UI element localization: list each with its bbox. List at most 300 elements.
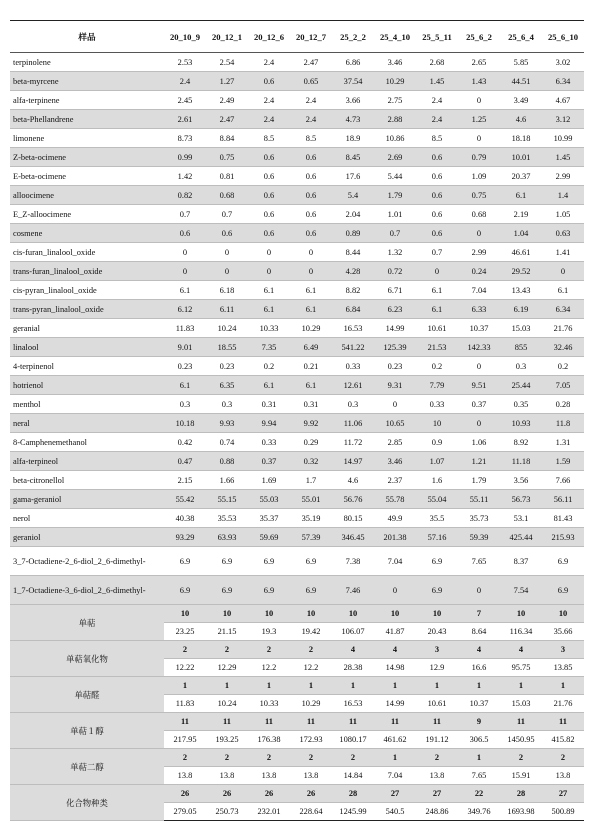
category-sum-cell: 15.03	[500, 695, 542, 713]
value-cell: 2.19	[500, 205, 542, 224]
table-row	[10, 186, 584, 205]
value-cell: 6.19	[500, 300, 542, 319]
category-count-cell: 11	[374, 713, 416, 731]
value-cell: 0	[290, 243, 332, 262]
value-cell: 18.9	[332, 129, 374, 148]
value-cell: 4.6	[500, 110, 542, 129]
value-cell: 35.5	[416, 509, 458, 528]
category-count-cell: 2	[248, 641, 290, 659]
value-cell: 6.9	[416, 576, 458, 605]
value-cell: 10.37	[458, 319, 500, 338]
value-cell: 80.15	[332, 509, 374, 528]
header-sample-label: 样品	[10, 21, 164, 53]
value-cell: 4.73	[332, 110, 374, 129]
value-cell: 21.53	[416, 338, 458, 357]
category-count-cell: 28	[500, 785, 542, 803]
value-cell: 6.1	[248, 376, 290, 395]
value-cell: 0.3	[206, 395, 248, 414]
table-header	[10, 21, 584, 53]
value-cell: 10.33	[248, 319, 290, 338]
table-row	[10, 167, 584, 186]
value-cell: 0.3	[164, 395, 206, 414]
category-sum-cell: 13.8	[542, 767, 584, 785]
value-cell: 15.03	[500, 319, 542, 338]
value-cell: 10.01	[500, 148, 542, 167]
value-cell: 0.7	[206, 205, 248, 224]
value-cell: 0.47	[164, 452, 206, 471]
category-count-cell: 2	[416, 749, 458, 767]
value-cell: 35.73	[458, 509, 500, 528]
value-cell: 6.1	[164, 281, 206, 300]
value-cell: 93.29	[164, 528, 206, 547]
compound-name: beta-Phellandrene	[10, 110, 164, 129]
category-count-cell: 2	[290, 749, 332, 767]
table-row	[10, 319, 584, 338]
compound-name: 4-terpinenol	[10, 357, 164, 376]
value-cell: 1.25	[458, 110, 500, 129]
value-cell: 0.6	[290, 224, 332, 243]
value-cell: 10.29	[290, 319, 332, 338]
value-cell: 7.46	[332, 576, 374, 605]
category-sum-cell: 20.43	[416, 623, 458, 641]
value-cell: 1.7	[290, 471, 332, 490]
value-cell: 6.1	[416, 300, 458, 319]
value-cell: 0.32	[290, 452, 332, 471]
category-count-cell: 1	[374, 749, 416, 767]
category-count-cell: 1	[332, 677, 374, 695]
value-cell: 35.37	[248, 509, 290, 528]
value-cell: 2.4	[248, 110, 290, 129]
value-cell: 55.11	[458, 490, 500, 509]
value-cell: 0.88	[206, 452, 248, 471]
category-label: 单萜氧化物	[10, 641, 164, 677]
category-count-row	[10, 749, 584, 767]
value-cell: 6.1	[248, 300, 290, 319]
table-body	[10, 53, 584, 821]
value-cell: 6.1	[164, 376, 206, 395]
category-sum-cell: 1080.17	[332, 731, 374, 749]
value-cell: 6.1	[542, 281, 584, 300]
value-cell: 215.93	[542, 528, 584, 547]
category-count-cell: 2	[290, 641, 332, 659]
value-cell: 56.73	[500, 490, 542, 509]
category-sum-cell: 1245.99	[332, 803, 374, 821]
value-cell: 6.34	[542, 300, 584, 319]
value-cell: 0.6	[248, 148, 290, 167]
value-cell: 6.9	[248, 576, 290, 605]
value-cell: 0.6	[416, 205, 458, 224]
value-cell: 35.53	[206, 509, 248, 528]
category-count-row	[10, 785, 584, 803]
value-cell: 1.27	[206, 72, 248, 91]
value-cell: 0	[458, 91, 500, 110]
category-count-cell: 9	[458, 713, 500, 731]
compound-name: trans-pyran_linalool_oxide	[10, 300, 164, 319]
compound-name: gama-geraniol	[10, 490, 164, 509]
header-column: 25_6_4	[500, 21, 542, 53]
category-sum-cell: 16.53	[332, 695, 374, 713]
value-cell: 0	[164, 243, 206, 262]
value-cell: 55.03	[248, 490, 290, 509]
table-row	[10, 224, 584, 243]
category-sum-cell: 349.76	[458, 803, 500, 821]
value-cell: 1.06	[458, 433, 500, 452]
value-cell: 425.44	[500, 528, 542, 547]
category-count-cell: 4	[374, 641, 416, 659]
value-cell: 0.9	[416, 433, 458, 452]
value-cell: 9.93	[206, 414, 248, 433]
table-row	[10, 338, 584, 357]
value-cell: 6.18	[206, 281, 248, 300]
value-cell: 55.42	[164, 490, 206, 509]
category-sum-cell: 14.98	[374, 659, 416, 677]
value-cell: 8.92	[500, 433, 542, 452]
compound-name: geranial	[10, 319, 164, 338]
value-cell: 0.6	[290, 186, 332, 205]
category-count-row	[10, 641, 584, 659]
value-cell: 10.61	[416, 319, 458, 338]
value-cell: 2.45	[164, 91, 206, 110]
value-cell: 0.6	[290, 167, 332, 186]
value-cell: 2.4	[290, 91, 332, 110]
category-count-cell: 10	[332, 605, 374, 623]
value-cell: 8.45	[332, 148, 374, 167]
value-cell: 7.04	[374, 547, 416, 576]
value-cell: 0.2	[248, 357, 290, 376]
value-cell: 2.61	[164, 110, 206, 129]
category-sum-cell: 217.95	[164, 731, 206, 749]
category-count-cell: 26	[290, 785, 332, 803]
category-sum-cell: 10.61	[416, 695, 458, 713]
value-cell: 1.05	[542, 205, 584, 224]
value-cell: 2.4	[248, 53, 290, 72]
compound-name: 1_7-Octadiene-3_6-diol_2_6-dimethyl-	[10, 576, 164, 605]
table-row	[10, 243, 584, 262]
category-count-cell: 1	[374, 677, 416, 695]
value-cell: 55.15	[206, 490, 248, 509]
category-sum-cell: 250.73	[206, 803, 248, 821]
category-count-cell: 2	[164, 749, 206, 767]
value-cell: 0.33	[416, 395, 458, 414]
category-count-cell: 11	[542, 713, 584, 731]
value-cell: 7.05	[542, 376, 584, 395]
value-cell: 6.33	[458, 300, 500, 319]
value-cell: 8.37	[500, 547, 542, 576]
category-sum-cell: 10.24	[206, 695, 248, 713]
category-sum-cell: 10.37	[458, 695, 500, 713]
value-cell: 2.75	[374, 91, 416, 110]
table-row	[10, 376, 584, 395]
value-cell: 2.4	[416, 91, 458, 110]
value-cell: 541.22	[332, 338, 374, 357]
value-cell: 1.6	[416, 471, 458, 490]
category-sum-cell: 41.87	[374, 623, 416, 641]
value-cell: 0.6	[290, 205, 332, 224]
compound-name: alfa-terpinene	[10, 91, 164, 110]
value-cell: 2.54	[206, 53, 248, 72]
value-cell: 0.6	[416, 224, 458, 243]
category-count-row	[10, 713, 584, 731]
value-cell: 5.44	[374, 167, 416, 186]
category-count-cell: 11	[416, 713, 458, 731]
value-cell: 12.61	[332, 376, 374, 395]
value-cell: 11.18	[500, 452, 542, 471]
category-count-cell: 1	[542, 677, 584, 695]
value-cell: 2.49	[206, 91, 248, 110]
value-cell: 6.9	[248, 547, 290, 576]
category-count-cell: 10	[206, 605, 248, 623]
category-sum-cell: 228.64	[290, 803, 332, 821]
category-count-cell: 2	[206, 749, 248, 767]
category-sum-cell: 12.22	[164, 659, 206, 677]
value-cell: 0	[164, 262, 206, 281]
category-sum-cell: 461.62	[374, 731, 416, 749]
compound-name: alfa-terpineol	[10, 452, 164, 471]
value-cell: 7.38	[332, 547, 374, 576]
value-cell: 55.78	[374, 490, 416, 509]
value-cell: 4.6	[332, 471, 374, 490]
value-cell: 0.2	[542, 357, 584, 376]
category-sum-cell: 12.9	[416, 659, 458, 677]
category-count-cell: 11	[248, 713, 290, 731]
value-cell: 3.49	[500, 91, 542, 110]
header-column: 25_6_2	[458, 21, 500, 53]
compound-name: Z-beta-ocimene	[10, 148, 164, 167]
value-cell: 1.42	[164, 167, 206, 186]
value-cell: 0.28	[542, 395, 584, 414]
value-cell: 6.1	[248, 281, 290, 300]
category-count-cell: 11	[290, 713, 332, 731]
value-cell: 3.12	[542, 110, 584, 129]
value-cell: 6.1	[416, 281, 458, 300]
category-label: 单萜醛	[10, 677, 164, 713]
value-cell: 3.02	[542, 53, 584, 72]
value-cell: 6.1	[290, 376, 332, 395]
category-count-cell: 26	[164, 785, 206, 803]
value-cell: 7.65	[458, 547, 500, 576]
value-cell: 1.21	[458, 452, 500, 471]
category-sum-cell: 176.38	[248, 731, 290, 749]
value-cell: 13.43	[500, 281, 542, 300]
value-cell: 2.47	[290, 53, 332, 72]
value-cell: 8.5	[290, 129, 332, 148]
category-count-cell: 1	[500, 677, 542, 695]
value-cell: 10.93	[500, 414, 542, 433]
value-cell: 0.68	[458, 205, 500, 224]
value-cell: 0.89	[332, 224, 374, 243]
category-count-cell: 27	[416, 785, 458, 803]
value-cell: 0.2	[416, 357, 458, 376]
table-row	[10, 53, 584, 72]
category-sum-cell: 23.25	[164, 623, 206, 641]
value-cell: 855	[500, 338, 542, 357]
value-cell: 40.38	[164, 509, 206, 528]
category-count-cell: 2	[248, 749, 290, 767]
compound-name: neral	[10, 414, 164, 433]
compound-name: 8-Camphenemethanol	[10, 433, 164, 452]
value-cell: 55.04	[416, 490, 458, 509]
value-cell: 0.29	[290, 433, 332, 452]
category-sum-cell: 172.93	[290, 731, 332, 749]
category-count-cell: 26	[206, 785, 248, 803]
value-cell: 6.9	[542, 547, 584, 576]
value-cell: 0	[458, 414, 500, 433]
category-count-cell: 2	[542, 749, 584, 767]
category-count-cell: 10	[500, 605, 542, 623]
category-sum-cell: 232.01	[248, 803, 290, 821]
value-cell: 0	[374, 395, 416, 414]
category-count-cell: 10	[416, 605, 458, 623]
value-cell: 1.43	[458, 72, 500, 91]
category-sum-cell: 7.04	[374, 767, 416, 785]
category-count-cell: 11	[206, 713, 248, 731]
value-cell: 6.9	[206, 547, 248, 576]
compound-name: E-beta-ocimene	[10, 167, 164, 186]
value-cell: 0.6	[248, 167, 290, 186]
value-cell: 10.99	[542, 129, 584, 148]
value-cell: 3.46	[374, 452, 416, 471]
value-cell: 2.68	[416, 53, 458, 72]
compound-name: geraniol	[10, 528, 164, 547]
category-sum-cell: 12.29	[206, 659, 248, 677]
value-cell: 59.39	[458, 528, 500, 547]
compound-name: beta-myrcene	[10, 72, 164, 91]
value-cell: 4.67	[542, 91, 584, 110]
value-cell: 6.9	[164, 576, 206, 605]
value-cell: 2.4	[248, 91, 290, 110]
header-column: 25_4_10	[374, 21, 416, 53]
value-cell: 8.5	[248, 129, 290, 148]
compound-name: cis-furan_linalool_oxide	[10, 243, 164, 262]
value-cell: 346.45	[332, 528, 374, 547]
value-cell: 0.23	[374, 357, 416, 376]
value-cell: 0.6	[248, 72, 290, 91]
value-cell: 2.4	[290, 110, 332, 129]
value-cell: 6.84	[332, 300, 374, 319]
category-count-cell: 22	[458, 785, 500, 803]
value-cell: 5.4	[332, 186, 374, 205]
value-cell: 6.11	[206, 300, 248, 319]
value-cell: 6.9	[290, 576, 332, 605]
value-cell: 0.68	[206, 186, 248, 205]
value-cell: 0.6	[206, 224, 248, 243]
value-cell: 0.24	[458, 262, 500, 281]
category-sum-cell: 21.15	[206, 623, 248, 641]
category-count-cell: 3	[542, 641, 584, 659]
value-cell: 16.53	[332, 319, 374, 338]
value-cell: 0	[458, 357, 500, 376]
category-sum-cell: 11.83	[164, 695, 206, 713]
table-row	[10, 452, 584, 471]
value-cell: 0.6	[248, 186, 290, 205]
category-sum-cell: 28.38	[332, 659, 374, 677]
value-cell: 2.15	[164, 471, 206, 490]
value-cell: 0.3	[500, 357, 542, 376]
value-cell: 2.37	[374, 471, 416, 490]
table-row	[10, 395, 584, 414]
value-cell: 11.06	[332, 414, 374, 433]
value-cell: 0.6	[164, 224, 206, 243]
value-cell: 7.79	[416, 376, 458, 395]
value-cell: 0.6	[248, 224, 290, 243]
header-column: 25_6_10	[542, 21, 584, 53]
category-sum-cell: 13.8	[206, 767, 248, 785]
compound-name: hotrienol	[10, 376, 164, 395]
value-cell: 0	[458, 224, 500, 243]
category-sum-cell: 16.6	[458, 659, 500, 677]
category-count-cell: 11	[332, 713, 374, 731]
value-cell: 57.16	[416, 528, 458, 547]
category-count-cell: 2	[500, 749, 542, 767]
value-cell: 0.42	[164, 433, 206, 452]
category-label: 化合物种类	[10, 785, 164, 821]
value-cell: 3.56	[500, 471, 542, 490]
value-cell: 1.31	[542, 433, 584, 452]
category-sum-cell: 13.8	[290, 767, 332, 785]
category-count-cell: 1	[290, 677, 332, 695]
compound-name: menthol	[10, 395, 164, 414]
value-cell: 0.6	[416, 186, 458, 205]
value-cell: 1.45	[416, 72, 458, 91]
category-sum-cell: 19.42	[290, 623, 332, 641]
value-cell: 1.45	[542, 148, 584, 167]
category-count-cell: 10	[164, 605, 206, 623]
value-cell: 5.85	[500, 53, 542, 72]
category-label: 单萜	[10, 605, 164, 641]
value-cell: 6.9	[164, 547, 206, 576]
table-row	[10, 433, 584, 452]
value-cell: 10.18	[164, 414, 206, 433]
value-cell: 56.11	[542, 490, 584, 509]
value-cell: 9.94	[248, 414, 290, 433]
value-cell: 0.6	[416, 167, 458, 186]
compound-name: limonene	[10, 129, 164, 148]
value-cell: 0.82	[164, 186, 206, 205]
category-count-cell: 2	[164, 641, 206, 659]
category-sum-cell: 13.8	[164, 767, 206, 785]
value-cell: 2.4	[416, 110, 458, 129]
value-cell: 6.35	[206, 376, 248, 395]
value-cell: 0	[374, 576, 416, 605]
category-sum-cell: 500.89	[542, 803, 584, 821]
category-count-cell: 1	[248, 677, 290, 695]
value-cell: 17.6	[332, 167, 374, 186]
value-cell: 14.97	[332, 452, 374, 471]
value-cell: 0	[458, 576, 500, 605]
value-cell: 3.66	[332, 91, 374, 110]
value-cell: 81.43	[542, 509, 584, 528]
header-row	[10, 21, 584, 53]
category-count-cell: 1	[164, 677, 206, 695]
value-cell: 0	[248, 262, 290, 281]
value-cell: 2.47	[206, 110, 248, 129]
value-cell: 18.18	[500, 129, 542, 148]
category-count-cell: 2	[206, 641, 248, 659]
value-cell: 0.7	[374, 224, 416, 243]
category-sum-cell: 540.5	[374, 803, 416, 821]
value-cell: 4.28	[332, 262, 374, 281]
category-sum-cell: 12.2	[290, 659, 332, 677]
value-cell: 1.41	[542, 243, 584, 262]
compound-name: E_Z-alloocimene	[10, 205, 164, 224]
value-cell: 35.19	[290, 509, 332, 528]
category-sum-cell: 14.99	[374, 695, 416, 713]
compound-name: alloocimene	[10, 186, 164, 205]
value-cell: 0	[248, 243, 290, 262]
value-cell: 0.33	[332, 357, 374, 376]
header-column: 20_10_9	[164, 21, 206, 53]
value-cell: 0.99	[164, 148, 206, 167]
